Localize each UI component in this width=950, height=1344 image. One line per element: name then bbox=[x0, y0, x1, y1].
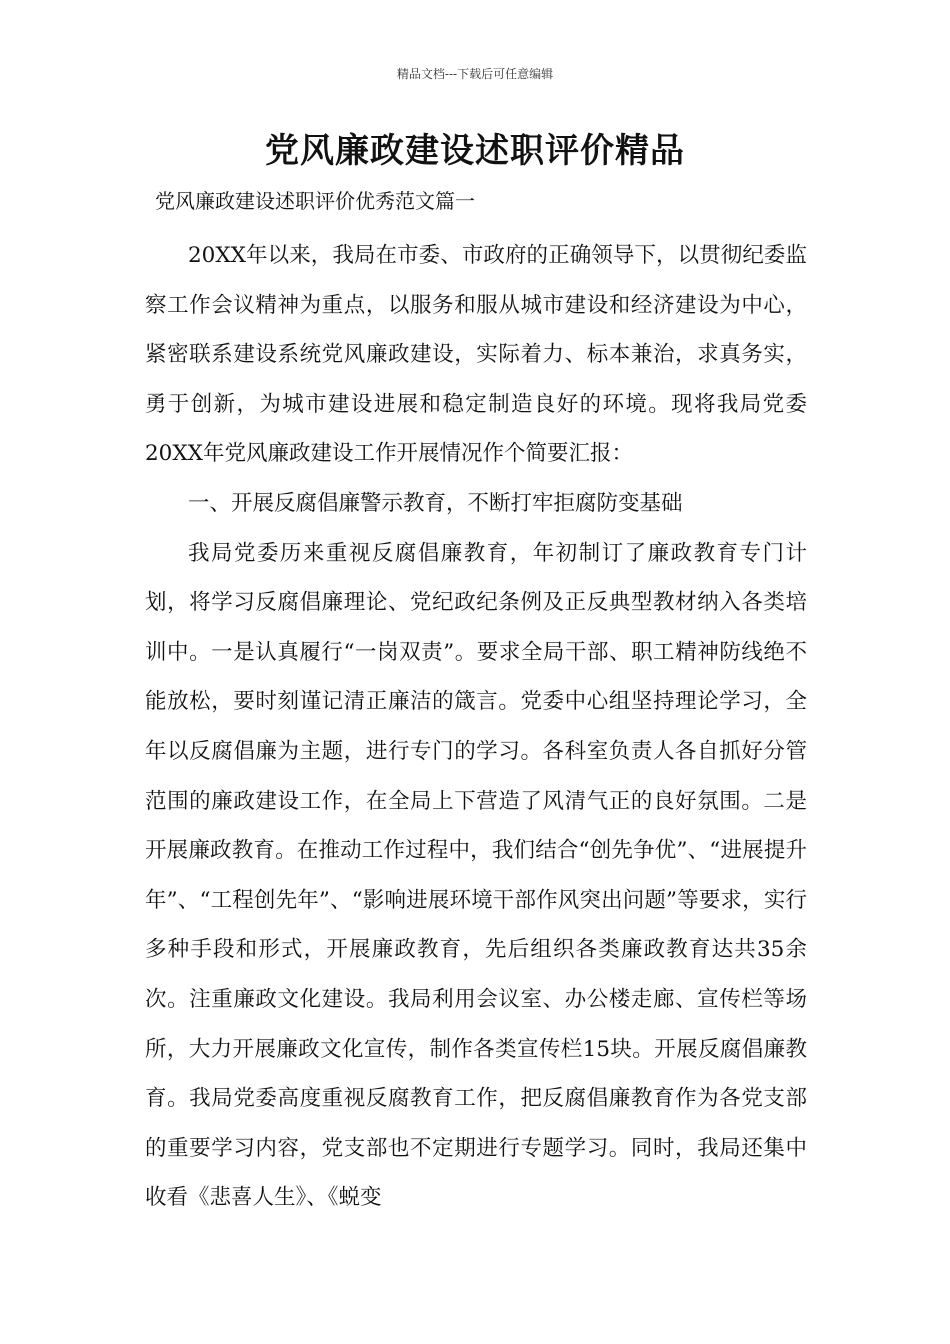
paragraph-intro: 20XX年以来，我局在市委、市政府的正确领导下，以贯彻纪委监察工作会议精神为重点，以服务和服从城市建设和经济建设为中心，紧密联系建设系统党风廉政建设，实际着力、标本兼治，求真务实，勇于创新，为城市建设进展和稳定制造良好的环境。现将我局党委20XX年党风廉政建设工作开展情况作个简要汇报： bbox=[145, 243, 807, 467]
document-title: 党风廉政建设述职评价精品 bbox=[265, 131, 685, 171]
section-heading: 一、开展反腐倡廉警示教育，不断打牢拒腐防变基础 bbox=[188, 490, 683, 516]
document-body bbox=[145, 231, 807, 1223]
header-note: 精品文档---下载后可任意编辑 bbox=[396, 67, 554, 81]
document-subtitle: 党风廉政建设述职评价优秀范文篇一 bbox=[155, 189, 475, 213]
paragraph-education: 我局党委历来重视反腐倡廉教育，年初制订了廉政教育专门计划，将学习反腐倡廉理论、党纪政纪条例及正反典型教材纳入各类培训中。一是认真履行“一岗双责”。要求全局干部、职工精神防线绝不能放松，要时刻谨记清正廉洁的箴言。党委中心组坚持理论学习，全年以反腐倡廉为主题，进行专门的学习。各科室负责人各自抓好分管范围的廉政建设工作，在全局上下营造了风清气正的良好氛围。二是开展廉政教育。在推动工作过程中，我们结合“创先争优”、“进展提升年”、“工程创先年”、“影响进展环境干部作风突出问题”等要求，实行多种手段和形式，开展廉政教育，先后组织各类廉政教育达共35余次。注重廉政文化建设。我局利用会议室、办公楼走廊、宣传栏等场所，大力开展廉政文化宣传，制作各类宣传栏15块。开展反腐倡廉教育。我局党委高度重视反腐教育工作，把反腐倡廉教育作为各党支部的重要学习内容，党支部也不定期进行专题学习。同时，我局还集中收看《悲喜人生》、《蜕变 bbox=[145, 540, 807, 1211]
